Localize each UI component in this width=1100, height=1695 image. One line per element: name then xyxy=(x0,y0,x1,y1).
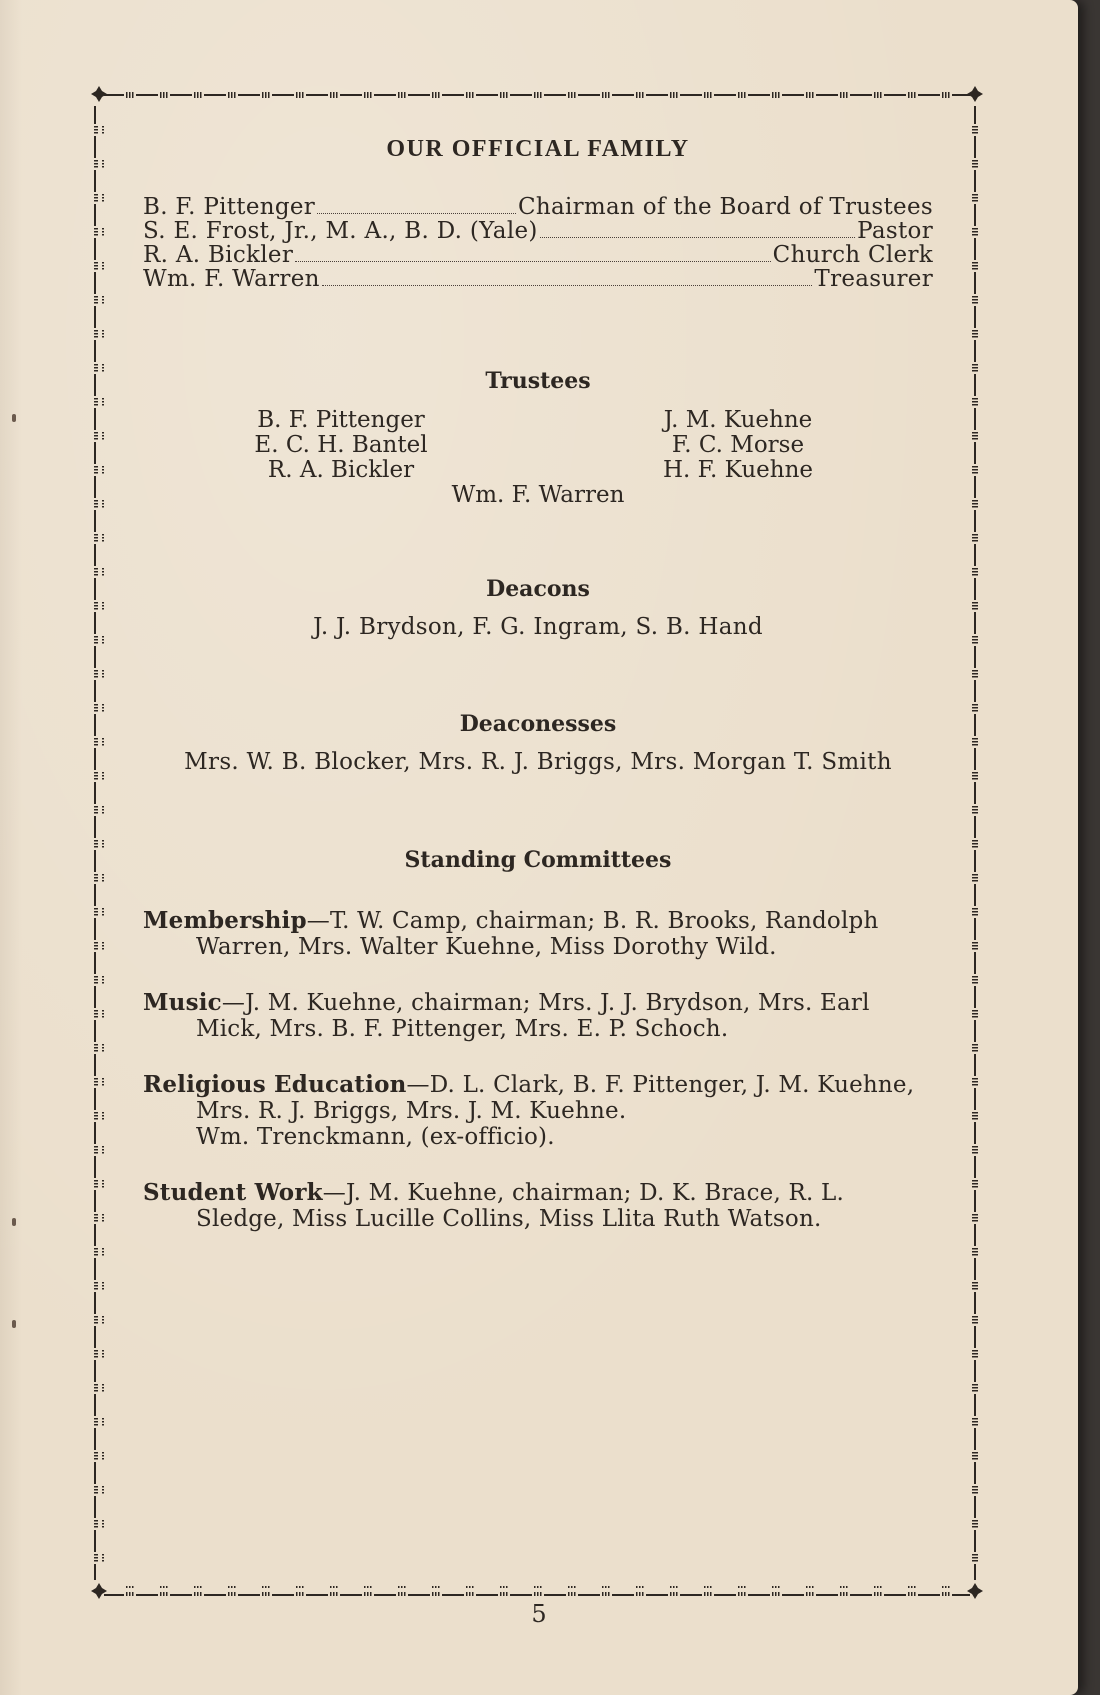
trustee-name: F. C. Morse xyxy=(671,432,805,458)
officer-role: Treasurer xyxy=(814,266,933,292)
officer-role: Pastor xyxy=(857,218,933,244)
officer-name: R. A. Bickler xyxy=(143,242,294,268)
trustee-name: B. F. Pittenger xyxy=(257,407,425,433)
officer-name: B. F. Pittenger xyxy=(143,194,316,220)
officer-role: Church Clerk xyxy=(772,242,933,268)
page-title: OUR OFFICIAL FAMILY xyxy=(386,136,690,162)
officer-role: Chairman of the Board of Trustees xyxy=(517,194,933,220)
committee-members-continued: Warren, Mrs. Walter Kuehne, Miss Dorothy Wild. xyxy=(196,934,777,960)
committee-members: —J. M. Kuehne, chairman; Mrs. J. J. Brydson, Mrs. Earl xyxy=(221,990,870,1016)
trustees-right-column xyxy=(628,408,848,483)
committee-members: —D. L. Clark, B. F. Pittenger, J. M. Kuehne, xyxy=(406,1072,915,1098)
deacons-heading: Deacons xyxy=(486,576,590,602)
officer-row xyxy=(143,195,933,219)
trustee-name: H. F. Kuehne xyxy=(662,457,814,483)
page-number: 5 xyxy=(531,1600,547,1628)
officer-name: Wm. F. Warren xyxy=(143,266,320,292)
trustee-name: Wm. F. Warren xyxy=(451,482,625,508)
committee-entry xyxy=(143,908,933,960)
committee-members-continued: Sledge, Miss Lucille Collins, Miss Llita Ruth Watson. xyxy=(196,1206,822,1232)
dot-leader xyxy=(540,236,855,238)
officer-name: S. E. Frost, Jr., M. A., B. D. (Yale) xyxy=(143,218,538,244)
committee-members: —T. W. Camp, chairman; B. R. Brooks, Randolph xyxy=(306,908,879,934)
committee-entry xyxy=(143,1180,933,1232)
deaconesses-names: Mrs. W. B. Blocker, Mrs. R. J. Briggs, Mrs. Morgan T. Smith xyxy=(184,749,892,775)
deacons-names: J. J. Brydson, F. G. Ingram, S. B. Hand xyxy=(313,614,763,640)
dot-leader xyxy=(295,260,771,262)
trustee-name: R. A. Bickler xyxy=(267,457,415,483)
officer-row xyxy=(143,219,933,243)
standing-committees-heading: Standing Committees xyxy=(404,847,672,873)
committee-name: Religious Education xyxy=(143,1071,407,1098)
committee-name: Membership xyxy=(143,907,307,934)
committee-members-continued: Wm. Trenckmann, (ex-officio). xyxy=(196,1124,555,1150)
committee-entry xyxy=(143,1072,933,1150)
committee-members-continued: Mrs. R. J. Briggs, Mrs. J. M. Kuehne. xyxy=(196,1098,627,1124)
committee-name: Music xyxy=(143,989,222,1016)
officers-list xyxy=(143,195,933,291)
trustee-name: J. M. Kuehne xyxy=(663,407,813,433)
trustee-name: E. C. H. Bantel xyxy=(254,432,428,458)
officer-row xyxy=(143,243,933,267)
dot-leader xyxy=(317,212,516,214)
committee-name: Student Work xyxy=(143,1179,323,1206)
dot-leader xyxy=(322,284,813,286)
committee-members: —J. M. Kuehne, chairman; D. K. Brace, R. L. xyxy=(322,1180,845,1206)
officer-row xyxy=(143,267,933,291)
committee-members-continued: Mick, Mrs. B. F. Pittenger, Mrs. E. P. Schoch. xyxy=(196,1016,729,1042)
trustees-heading: Trustees xyxy=(485,368,591,394)
committee-entry xyxy=(143,990,933,1042)
deaconesses-heading: Deaconesses xyxy=(459,711,617,737)
trustees-left-column xyxy=(231,408,451,483)
